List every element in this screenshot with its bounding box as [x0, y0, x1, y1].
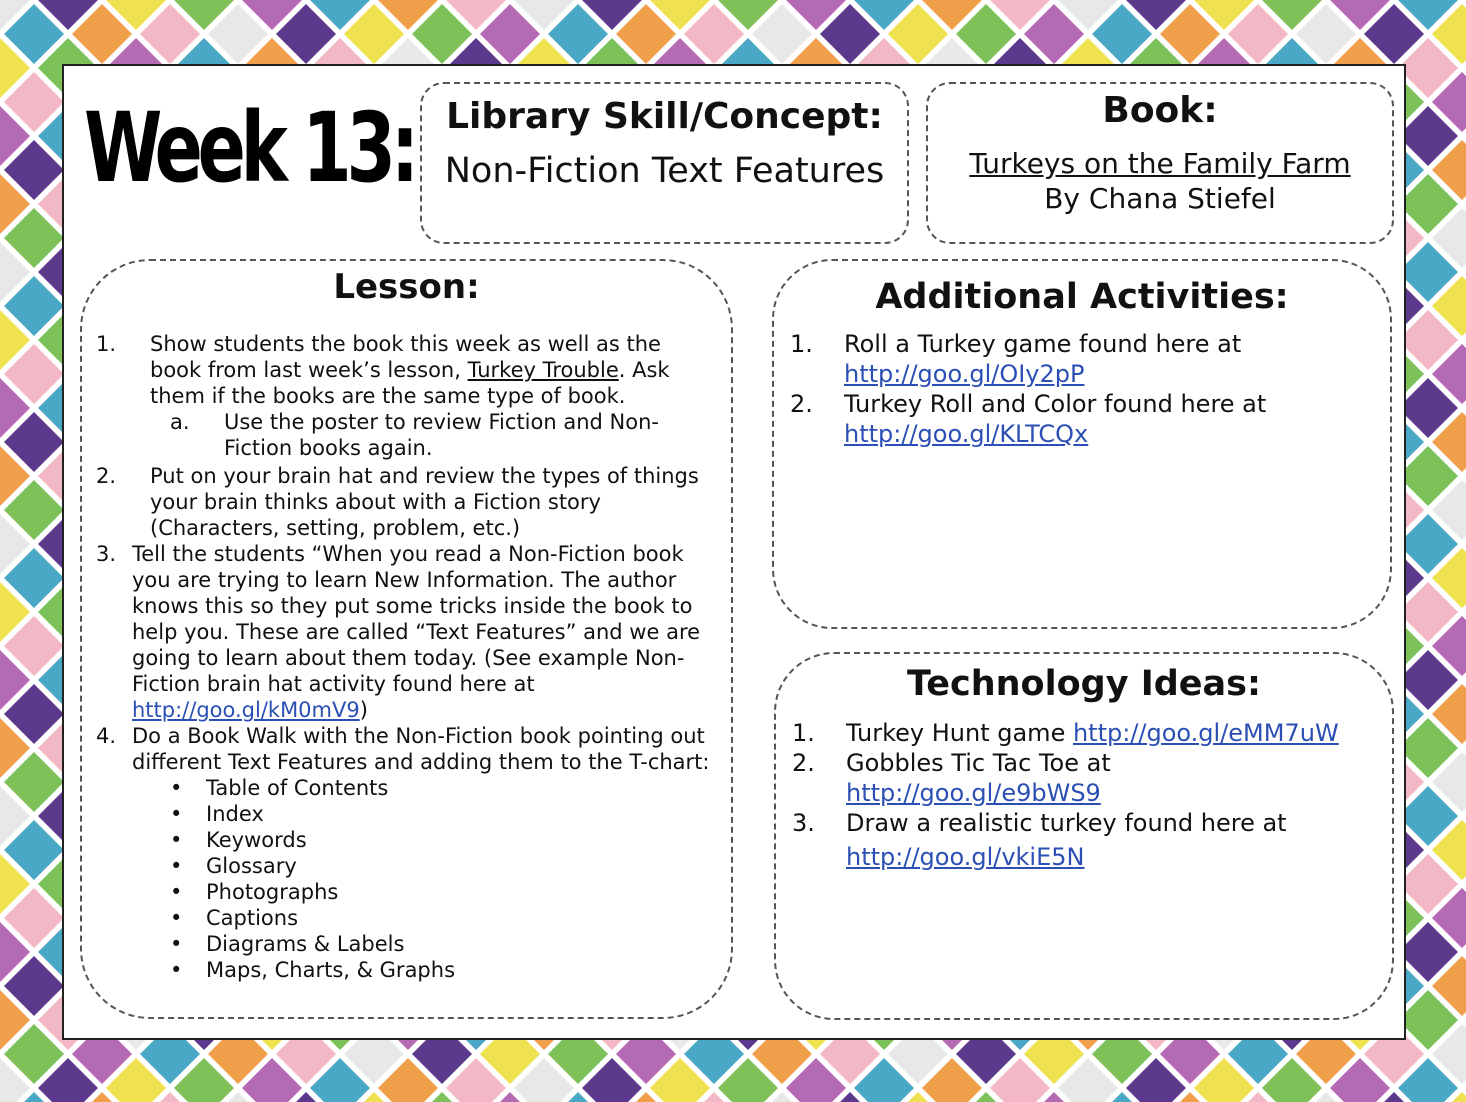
- list-item: [96, 957, 716, 983]
- item-number: 2.: [792, 749, 815, 777]
- lesson-heading: Lesson:: [333, 267, 480, 307]
- step-text: Put on your brain hat and review the types of things your brain thinks about with a Fiction story (Characters, setting, problem, etc.): [150, 464, 699, 540]
- list-item: [788, 389, 1368, 449]
- text-features-list: [96, 775, 716, 983]
- lesson-step-2: [96, 463, 716, 541]
- list-item: [788, 329, 1368, 389]
- bullet: •: [170, 776, 183, 800]
- step-close: ): [359, 698, 368, 722]
- lesson-step-1a: [96, 409, 676, 461]
- lesson-steps: [96, 331, 716, 983]
- step-text: Do a Book Walk with the Non-Fiction book pointing out different Text Features and adding them to the T-chart:: [132, 724, 710, 774]
- additional-activities-box: [772, 259, 1392, 629]
- list-item: [96, 827, 716, 853]
- turkey-hunt-link[interactable]: http://goo.gl/eMM7uW: [1072, 719, 1339, 747]
- activities-heading: Additional Activities:: [875, 277, 1289, 317]
- item-number: 1.: [792, 719, 815, 747]
- feature-label: Diagrams & Labels: [206, 932, 405, 956]
- week-title: Week 13:: [84, 92, 414, 204]
- bullet: •: [170, 802, 183, 826]
- bullet: •: [170, 906, 183, 930]
- book-heading: Book:: [1102, 90, 1218, 131]
- list-item: [96, 775, 716, 801]
- technology-ideas-box: [774, 652, 1394, 1020]
- item-number: 3.: [792, 809, 815, 837]
- item-number: 2.: [790, 390, 813, 418]
- step-number: 3.: [96, 542, 117, 566]
- lesson-box: [80, 259, 733, 1019]
- step-number: 1.: [96, 332, 117, 356]
- feature-label: Index: [206, 802, 264, 826]
- step-text: Show students the book this week as well as the book from last week’s lesson,: [150, 332, 661, 382]
- skill-value: Non-Fiction Text Features: [444, 151, 885, 191]
- list-item: [790, 748, 1370, 808]
- lesson-plan-card: [62, 64, 1406, 1040]
- bullet: •: [170, 880, 183, 904]
- feature-label: Glossary: [206, 854, 297, 878]
- technology-list: [790, 718, 1370, 872]
- turkey-roll-color-link[interactable]: http://goo.gl/KLTCQx: [844, 420, 1089, 448]
- item-number: 1.: [790, 330, 813, 358]
- book-author: By Chana Stiefel: [1044, 182, 1276, 215]
- item-text: Turkey Roll and Color found here at: [844, 390, 1267, 418]
- roll-a-turkey-link[interactable]: http://goo.gl/OIy2pP: [844, 360, 1085, 388]
- bullet: •: [170, 932, 183, 956]
- brain-hat-activity-link[interactable]: http://goo.gl/kM0mV9: [132, 698, 360, 722]
- skill-concept-box: [420, 82, 909, 244]
- list-item: [96, 801, 716, 827]
- item-text: Roll a Turkey game found here at: [844, 330, 1242, 358]
- draw-turkey-link[interactable]: http://goo.gl/vkiE5N: [846, 843, 1085, 871]
- list-item: [96, 931, 716, 957]
- lesson-step-4: [96, 723, 716, 775]
- bullet: •: [170, 828, 183, 852]
- step-text: Tell the students “When you read a Non-Fiction book you are trying to learn New Information. The author knows this so they put some tricks inside the book to help you. These are called “Text Features” and we are going to learn about them today. (See example Non-Fiction brain hat activity found here at: [132, 542, 701, 696]
- lesson-step-3: [96, 541, 716, 723]
- item-text: Draw a realistic turkey found here at: [846, 809, 1287, 837]
- bullet: •: [170, 958, 183, 982]
- feature-label: Captions: [206, 906, 299, 930]
- technology-heading: Technology Ideas:: [907, 664, 1261, 704]
- skill-heading: Library Skill/Concept:: [446, 96, 883, 137]
- substep-letter: a.: [170, 410, 190, 434]
- list-item: [96, 853, 716, 879]
- lesson-step-1: [96, 331, 716, 409]
- activities-list: [788, 329, 1368, 449]
- bullet: •: [170, 854, 183, 878]
- feature-label: Table of Contents: [206, 776, 389, 800]
- step-number: 2.: [96, 464, 117, 488]
- turkey-trouble-title: Turkey Trouble: [467, 358, 619, 382]
- feature-label: Maps, Charts, & Graphs: [206, 958, 456, 982]
- book-title: Turkeys on the Family Farm: [969, 147, 1351, 180]
- list-item: [96, 905, 716, 931]
- list-item: [96, 879, 716, 905]
- feature-label: Keywords: [206, 828, 307, 852]
- item-text: Gobbles Tic Tac Toe at: [846, 749, 1111, 777]
- substep-text: Use the poster to review Fiction and Non-Fiction books again.: [224, 410, 659, 460]
- step-number: 4.: [96, 724, 117, 748]
- list-item: [790, 808, 1370, 872]
- book-box: [926, 82, 1394, 244]
- gobbles-tic-tac-toe-link[interactable]: http://goo.gl/e9bWS9: [846, 779, 1101, 807]
- step-text-end: . Ask them if the books are the same type of book.: [150, 358, 670, 408]
- item-text: Turkey Hunt game: [846, 719, 1073, 747]
- list-item: [790, 718, 1370, 748]
- feature-label: Photographs: [206, 880, 339, 904]
